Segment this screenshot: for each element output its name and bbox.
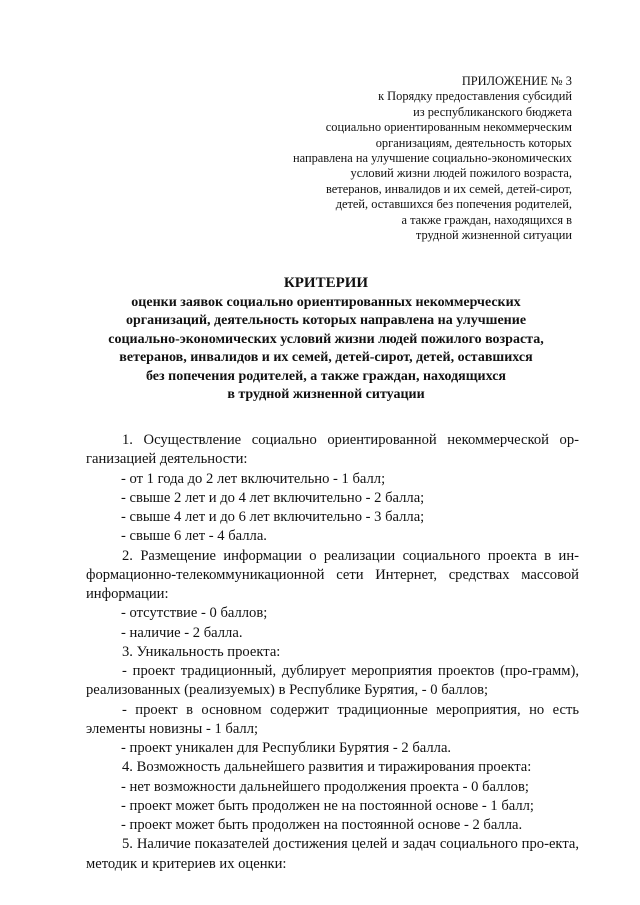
appendix-line: ветеранов, инвалидов и их семей, детей-сирот, bbox=[326, 181, 572, 196]
title-main: КРИТЕРИИ bbox=[283, 275, 369, 291]
subtitle-line: в трудной жизненной ситуации bbox=[227, 387, 425, 403]
criterion-option: - отсутствие - 0 баллов; bbox=[121, 605, 268, 622]
appendix-line: ПРИЛОЖЕНИЕ № 3 bbox=[461, 74, 572, 88]
criterion-heading: 4. Возможность дальнейшего развития и тиражирования проекта: bbox=[122, 759, 532, 776]
subtitle-line: социально-экономических условий жизни людей пожилого возраста, bbox=[108, 331, 544, 347]
criterion-option: - свыше 2 лет и до 4 лет включительно - 2 балла; bbox=[121, 489, 425, 506]
criterion-option: - нет возможности дальнейшего продолжения проекта - 0 баллов; bbox=[121, 778, 529, 795]
criterion-heading: 5. Наличие показателей достижения целей и задач социального про-екта, методик и критериев их оценки: bbox=[86, 836, 579, 872]
criterion-option: - от 1 года до 2 лет включительно - 1 балл; bbox=[121, 470, 386, 487]
criterion-option: - проект традиционный, дублирует мероприятия проектов (про-грамм), реализованных (реализуемых) в Республике Бурятия, - 0 баллов; bbox=[86, 663, 579, 699]
criterion-option: - наличие - 2 балла. bbox=[121, 624, 243, 641]
criterion-heading: 3. Уникальность проекта: bbox=[122, 643, 281, 660]
criterion-option: - проект может быть продолжен на постоянной основе - 2 балла. bbox=[121, 817, 523, 833]
criterion-option: - свыше 6 лет - 4 балла. bbox=[121, 528, 267, 545]
appendix-line: детей, оставшихся без попечения родителей, bbox=[335, 197, 572, 212]
document-body bbox=[86, 431, 579, 874]
criterion-option: - проект уникален для Республики Бурятия - 2 балла. bbox=[121, 740, 452, 756]
title-subtitle bbox=[70, 294, 582, 404]
subtitle-line: оценки заявок социально ориентированных некоммерческих bbox=[131, 295, 521, 310]
criterion-option: - проект в основном содержит традиционные мероприятия, но есть элементы новизны - 1 балл; bbox=[86, 701, 579, 737]
appendix-line: а также граждан, находящихся в bbox=[401, 212, 572, 227]
subtitle-line: организаций, деятельность которых направлена на улучшение bbox=[125, 313, 527, 329]
criterion-heading: 1. Осуществление социально ориентированной некоммерческой ор-ганизацией деятельности: bbox=[86, 432, 579, 468]
subtitle-line: ветеранов, инвалидов и их семей, детей-сирот, детей, оставшихся bbox=[119, 350, 533, 366]
criterion-option: - свыше 4 лет и до 6 лет включительно - 3 балла; bbox=[121, 509, 425, 525]
criterion-heading: 2. Размещение информации о реализации социального проекта в ин-формационно-телекоммуникационной сети Интернет, средствах массовой информации: bbox=[86, 547, 579, 602]
appendix-header bbox=[242, 74, 572, 243]
appendix-line: социально ориентированным некоммерческим bbox=[325, 120, 572, 135]
appendix-line: к Порядку предоставления субсидий bbox=[378, 89, 572, 104]
appendix-line: из республиканского бюджета bbox=[413, 104, 572, 119]
document-title bbox=[70, 273, 582, 404]
criterion-option: - проект может быть продолжен не на постоянной основе - 1 балл; bbox=[121, 797, 534, 814]
subtitle-line: без попечения родителей, а также граждан, находящихся bbox=[145, 368, 507, 384]
appendix-line: условий жизни людей пожилого возраста, bbox=[350, 166, 572, 181]
appendix-line: направлена на улучшение социально-экономических bbox=[293, 151, 572, 166]
appendix-line: организациям, деятельность которых bbox=[375, 135, 572, 150]
appendix-line: трудной жизненной ситуации bbox=[415, 228, 572, 243]
